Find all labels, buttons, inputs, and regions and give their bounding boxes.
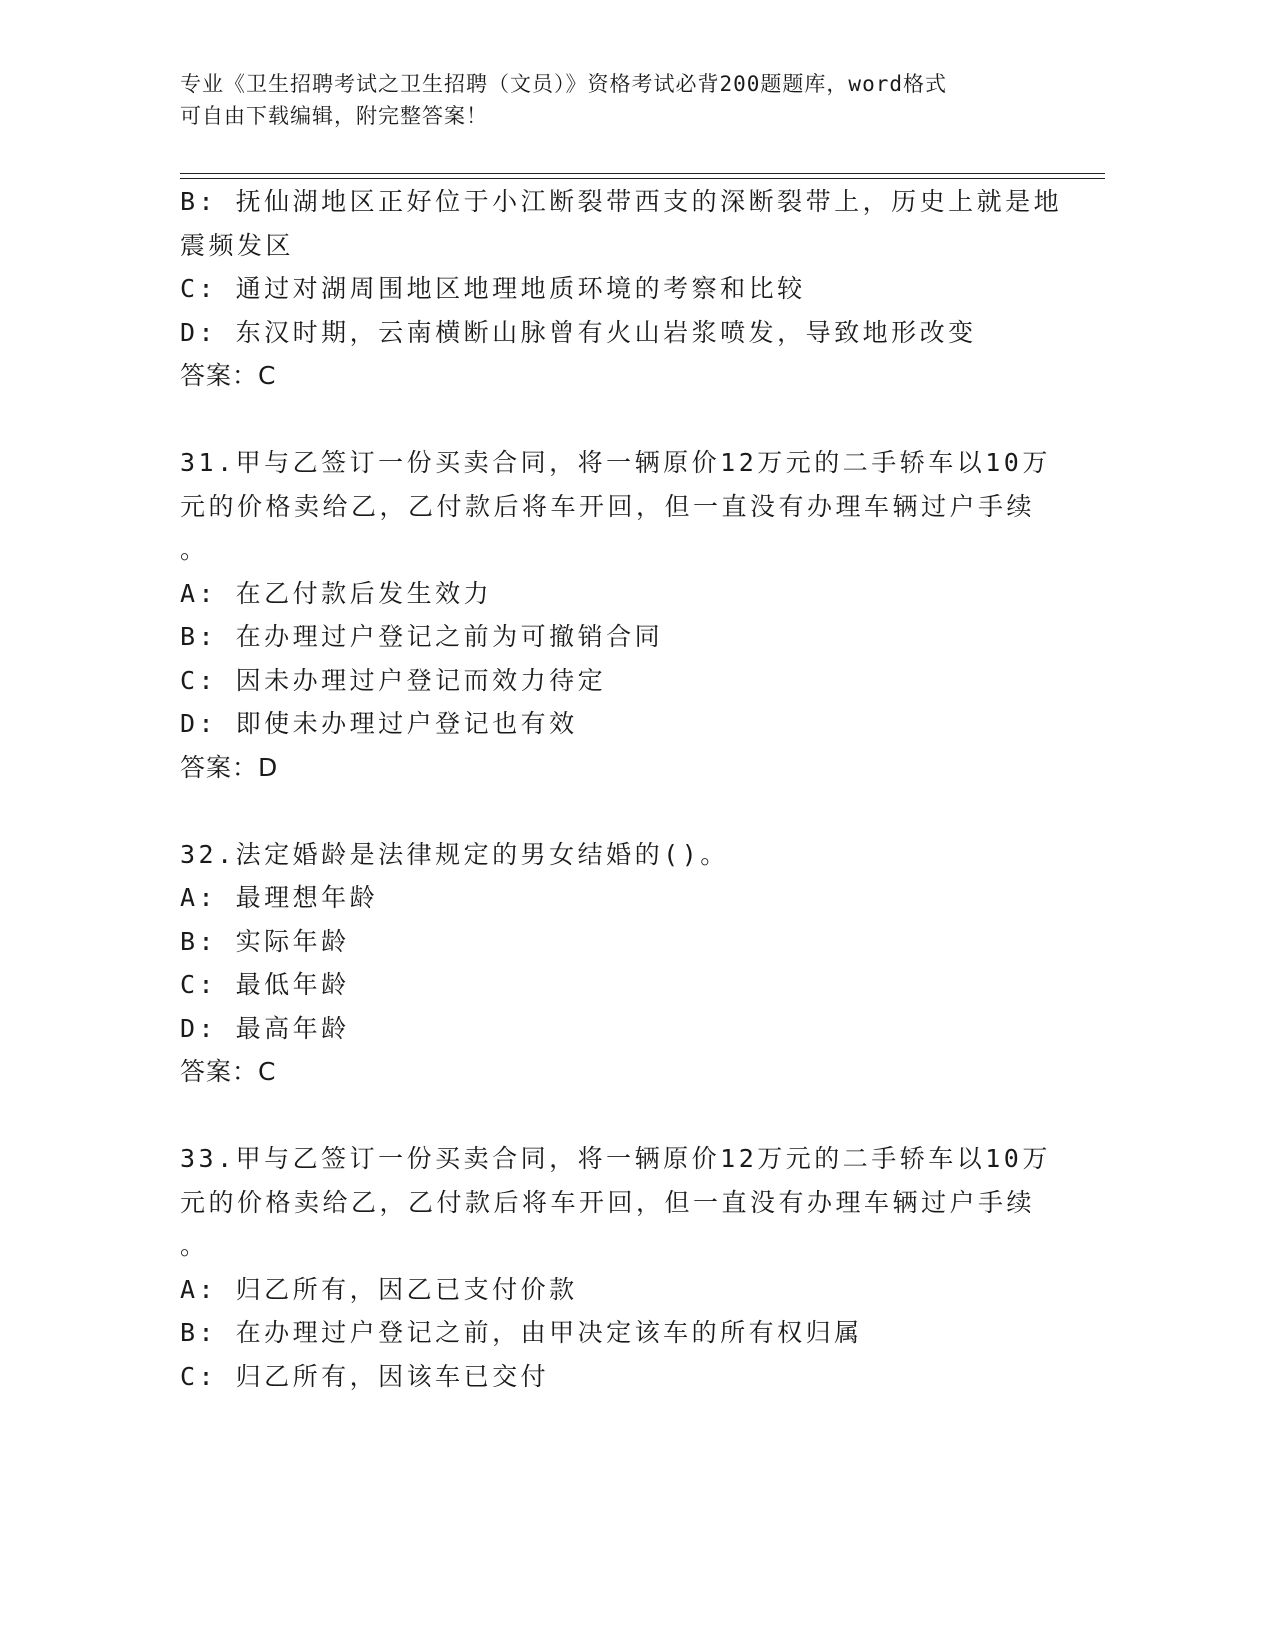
answer: 答案：C	[180, 361, 277, 390]
spacer	[180, 398, 1040, 442]
question-31	[180, 441, 1051, 789]
spacer	[180, 1094, 1040, 1138]
question-stem-line-3: 。	[180, 535, 209, 564]
question-33	[180, 1137, 1051, 1398]
option-a: A: 最理想年龄	[180, 883, 379, 912]
option-b-line-2: 震频发区	[180, 230, 295, 260]
spacer	[180, 789, 1040, 833]
question-stem-line-2: 元的价格卖给乙，乙付款后将车开回，但一直没有办理车辆过户手续	[180, 491, 1036, 521]
answer: 答案：D	[180, 752, 279, 782]
question-stem-line-2: 元的价格卖给乙，乙付款后将车开回，但一直没有办理车辆过户手续	[180, 1187, 1036, 1217]
option-a: A: 在乙付款后发生效力	[180, 578, 493, 608]
option-d: D: 最高年龄	[180, 1013, 350, 1043]
option-a: A: 归乙所有，因乙已支付价款	[180, 1274, 578, 1304]
option-c: C: 最低年龄	[180, 970, 350, 999]
question-stem-line-3: 。	[180, 1231, 209, 1260]
question-content	[180, 180, 1063, 1398]
question-30-tail	[180, 180, 1063, 398]
option-c: C: 通过对湖周围地区地理地质环境的考察和比较	[180, 274, 806, 303]
option-c: C: 归乙所有，因该车已交付	[180, 1361, 550, 1391]
option-b: B: 实际年龄	[180, 926, 350, 956]
option-c: C: 因未办理过户登记而效力待定	[180, 665, 607, 695]
question-stem-line-1: 33.甲与乙签订一份买卖合同，将一辆原价12万元的二手轿车以10万	[180, 1144, 1051, 1173]
question-stem-line-1: 31.甲与乙签订一份买卖合同，将一辆原价12万元的二手轿车以10万	[180, 448, 1051, 477]
question-32	[180, 833, 1040, 1094]
header-line-1: 专业《卫生招聘考试之卫生招聘（文员）》资格考试必背200题题库，word格式	[180, 72, 947, 96]
header-line-2: 可自由下载编辑，附完整答案！	[180, 104, 488, 128]
answer: 答案：C	[180, 1057, 277, 1086]
page-header	[180, 68, 1040, 132]
option-b-line-1: B: 抚仙湖地区正好位于小江断裂带西支的深断裂带上，历史上就是地	[180, 187, 1063, 216]
question-stem: 32.法定婚龄是法律规定的男女结婚的()。	[180, 839, 729, 869]
header-divider-bottom	[180, 178, 1105, 179]
option-d: D: 即使未办理过户登记也有效	[180, 709, 578, 738]
option-d: D: 东汉时期，云南横断山脉曾有火山岩浆喷发，导致地形改变	[180, 317, 977, 347]
option-b: B: 在办理过户登记之前，由甲决定该车的所有权归属	[180, 1318, 863, 1347]
option-b: B: 在办理过户登记之前为可撤销合同	[180, 622, 664, 651]
header-divider-top	[180, 173, 1105, 174]
